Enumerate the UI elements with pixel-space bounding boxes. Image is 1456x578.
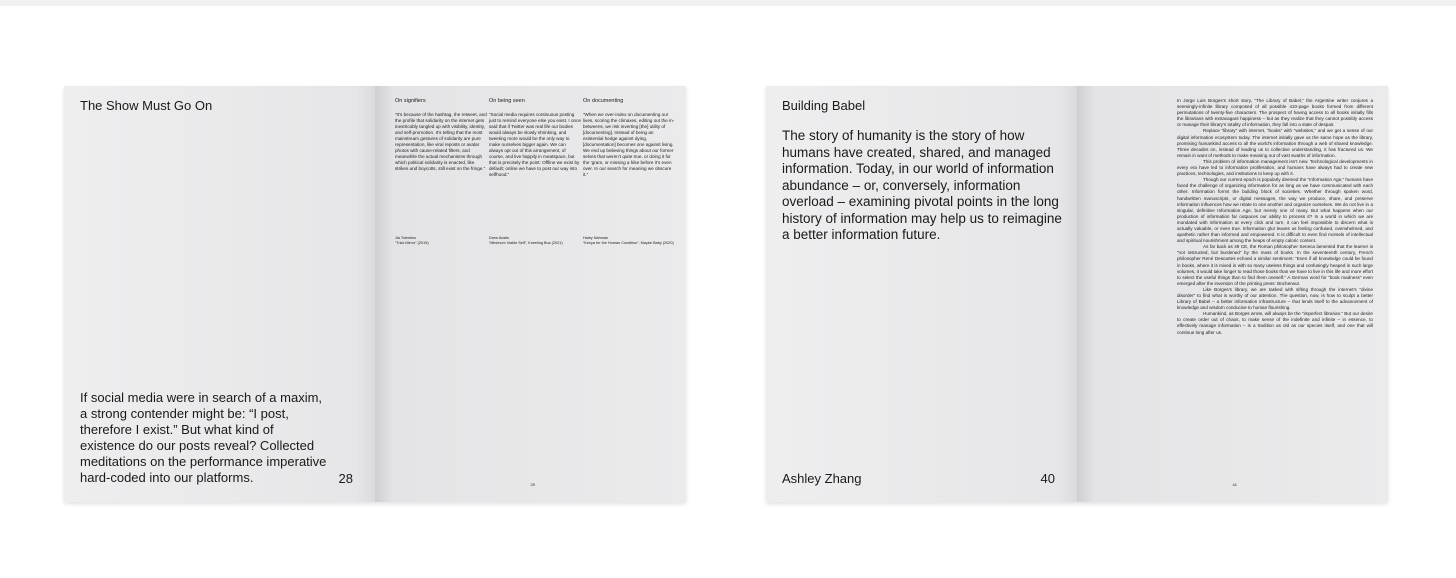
column-heading: On documenting <box>583 98 624 104</box>
left-page <box>766 86 1077 502</box>
page-number: 41 <box>1232 482 1237 487</box>
column-quote: “When we over-index on documenting our lives, scoring the climaxes, editing out the in-betweens, we risk inverting [the] utility of [documenting]. Instead of being an existential hedge against dying, [documentation] becomes one against living. We end up believing things about our former selves that weren’t quite true, or doing it for the ’gram, or missing a hike before it’s even over. In our search for meaning we obscure it.” <box>583 112 675 177</box>
article-paragraph: Replace “library” with internet, “books” with “websites,” and we get a sense of our digital information ecosystem today. The internet initially gave us the same hope as the library, promising humankind access to all the world’s information through a web of shared knowledge. Three decades on, instead of leading us to collective understanding, it has fractured us. We remain in want of methods to make meaning out of vast swaths of information. <box>1177 128 1373 158</box>
credit-author: Haley Nahman <box>583 236 609 240</box>
chapter-title: The Show Must Go On <box>80 98 213 113</box>
page-number: 40 <box>1040 471 1055 486</box>
page-number: 29 <box>530 482 535 487</box>
article-paragraph: In Jorge Luis Borges’s short story, “The Library of Babel,” the Argentine writer conjures a seemingly-infinite library composed of all possible 410-page books formed from different permutations of twenty-five characters. The prospect of having access to all books initially fills the librarians with extravagant happiness – but as they realize that they cannot possibly access or manage their library’s totality of information, they fall into a state of despair. <box>1177 98 1373 128</box>
quote-column-being-seen <box>489 98 581 178</box>
quote-credit <box>395 236 487 246</box>
quote-column-documenting <box>583 98 675 178</box>
article-body <box>1177 98 1373 336</box>
quote-credit <box>583 236 675 246</box>
author-name: Ashley Zhang <box>782 471 862 486</box>
left-page <box>64 86 375 502</box>
article-paragraph: Like Borges’s library, we are tasked with sifting through the internet’s “divine disorder” to find what is worthy of our attention. The question, now, is how to sculpt a better Library of Babel – a better information infrastructure – that lends itself to the advancement of knowledge and wisdom conducive to human flourishing. <box>1177 286 1373 311</box>
chapter-lead: The story of humanity is the story of how humans have created, shared, and managed information. Today, in our world of information abundance – or, conversely, information overload – examining pivotal points in the long history of information may help us to reimagine a better information future. <box>782 128 1062 242</box>
book-spread-show-must-go-on <box>64 86 686 502</box>
quote-credit <box>489 236 581 246</box>
credit-source: “Kenya for the Human Condition”, Maybe Baby (2020) <box>583 241 674 245</box>
credit-author: Jia Tolentino <box>395 236 417 240</box>
right-page <box>375 86 686 502</box>
article-paragraph: This problem of information management isn’t new. Technological developments in every era have led to information proliferation, and humans have always had to create new practices, technologies, and institutions to keep up with it. <box>1177 158 1373 177</box>
page-number: 28 <box>338 471 353 486</box>
column-heading: On being seen <box>489 98 525 104</box>
credit-source: “Minimum Viable Self”, Kneeling Bus (2021) <box>489 241 563 245</box>
chapter-blurb: If social media were in search of a maxim, a strong contender might be: “I post, therefore I exist.” But what kind of existence do our posts reveal? Collected meditations on the performance imperative hard-coded into our platforms. <box>80 390 327 485</box>
column-quote: “Social media requires continuous posting just to remind everyone else you exist. I once said that if Twitter was real life our bodies would always be slowly shrinking, and tweeting more would be the only way to make ourselves bigger again. We can always opt out of this arrangement, of course, and live happily in meatspace, but that is precisely the point: Offline we exist by default; online we have to post our way into selfhood.” <box>489 112 581 177</box>
quote-column-signifiers <box>395 98 487 172</box>
article-paragraph: Humankind, as Borges wrote, will always be the “imperfect librarian.” But our desire to create order out of chaos, to make sense of the indefinite and infinite – in essence, to effectively manage information – is a tradition as old as our species itself, and one that will continue long after us. <box>1177 311 1373 335</box>
column-heading: On signifiers <box>395 98 426 104</box>
right-page <box>1077 86 1388 502</box>
article-paragraph: Though our current epoch is popularly deemed the “Information Age,” humans have faced the challenge of organizing information for as long as we have communicated with each other. Information forms the building block of societies. Whether through spoken word, handwritten manuscripts, or digital messages, the way we produce, share, and preserve information influences how we relate to one another and organize ourselves. We do not live in a singular, definitive Information Age, but merely one of many. But what happens when our production of information far outpaces our ability to process it? In a world in which we are inundated with information at every click and turn, it can feel impossible to discern what is actually valuable, or even true. Information glut leaves us feeling confused, overwhelmed, and apathetic rather than informed and empowered. It is difficult to even find morsels of intellectual and spiritual nourishment among the heaps of empty caloric content. <box>1177 177 1373 244</box>
credit-source: “Trick Mirror” (2019) <box>395 241 429 245</box>
article-paragraph: As far back as 49 CE, the Roman philosopher Seneca lamented that the learner is “not instructed, but burdened” by the mass of books. In the seventeenth century, French philosopher René Descartes echoed a similar sentiment: “Even if all knowledge could be found in books, where it is mixed in with so many useless things and confusingly heaped in such large volumes, it would take longer to read those books than we have to live in this life and more effort to select the useful things than to find them oneself.” A German word for “book madness” even emerged after the invention of the printing press: Bücherwut. <box>1177 244 1373 286</box>
column-quote: “It’s because of the hashtag, the retweet, and the profile that solidarity on the internet gets inextricably tangled up with visibility, identity, and self-promotion. It’s telling that the most mainstream gestures of solidarity are pure representation, like viral reposts or avatar photos with cause-related filters, and meanwhile the actual mechanisms through which political solidarity is enacted, like strikes and boycotts, still exist on the fringe.” <box>395 112 487 171</box>
chapter-title: Building Babel <box>782 98 866 113</box>
top-strip <box>0 0 1456 6</box>
book-spread-building-babel <box>766 86 1388 502</box>
credit-author: Drew Austin <box>489 236 510 240</box>
